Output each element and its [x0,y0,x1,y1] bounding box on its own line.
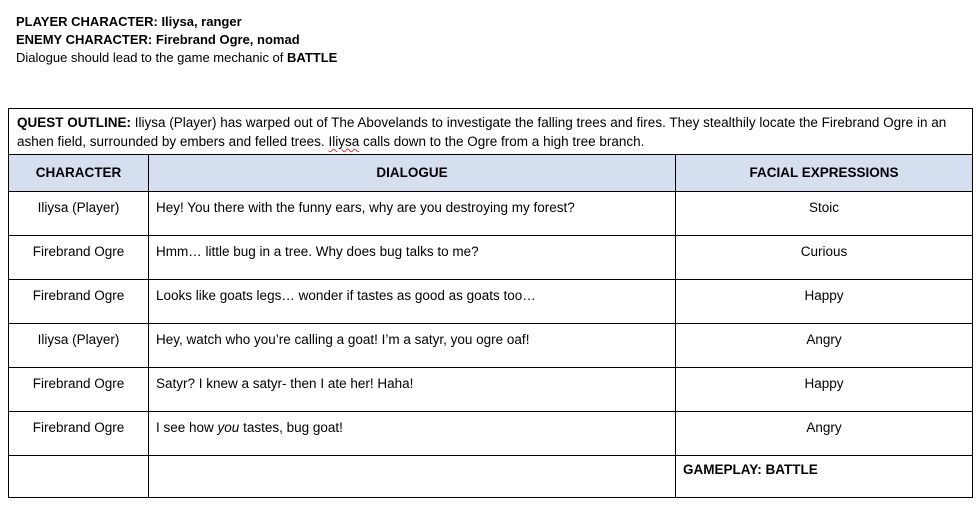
empty-character-cell[interactable] [9,456,149,498]
column-header-character: CHARACTER [9,155,149,192]
character-cell[interactable]: Firebrand Ogre [9,368,149,412]
expression-cell[interactable]: Angry [676,412,973,456]
character-cell[interactable]: Firebrand Ogre [9,280,149,324]
dialogue-cell[interactable]: Hmm… little bug in a tree. Why does bug talks to me? [149,236,676,280]
player-character-value: Iliysa, ranger [161,14,242,29]
table-row [9,368,973,412]
table-header-row [9,155,973,192]
mechanic-note-text: Dialogue should lead to the game mechanic of [16,50,284,65]
player-character-label: PLAYER CHARACTER: [16,14,158,29]
dialogue-cell[interactable] [149,412,676,456]
player-character-line [16,13,337,31]
expression-cell[interactable]: Curious [676,236,973,280]
quest-outline-cell[interactable] [9,109,973,155]
expression-cell[interactable]: Angry [676,324,973,368]
expression-cell[interactable]: Happy [676,280,973,324]
table-row [9,192,973,236]
character-cell[interactable]: Firebrand Ogre [9,412,149,456]
gameplay-battle-label: GAMEPLAY: BATTLE [683,462,818,477]
column-header-facial-expressions: FACIAL EXPRESSIONS [676,155,973,192]
enemy-character-value: Firebrand Ogre, nomad [155,32,300,47]
mechanic-note-line [16,49,337,67]
quest-outline-text-2: calls down to the Ogre from a high tree branch. [362,134,645,149]
enemy-character-label: ENEMY CHARACTER: [16,32,153,47]
gameplay-row [9,456,973,498]
dialogue-cell[interactable]: Looks like goats legs… wonder if tastes as good as goats too… [149,280,676,324]
dialogue-cell[interactable]: Satyr? I knew a satyr- then I ate her! Haha! [149,368,676,412]
character-cell[interactable]: Firebrand Ogre [9,236,149,280]
dialogue-table [8,108,973,498]
dialogue-cell[interactable]: Hey, watch who you’re calling a goat! I’m a satyr, you ogre oaf! [149,324,676,368]
enemy-character-line [16,31,337,49]
dialogue-text-emphasis: you [217,420,240,435]
document-header [16,13,337,67]
spellcheck-flagged-word[interactable]: Iliysa [328,134,360,149]
column-header-dialogue: DIALOGUE [149,155,676,192]
dialogue-cell[interactable]: Hey! You there with the funny ears, why are you destroying my forest? [149,192,676,236]
gameplay-cell[interactable] [676,456,973,498]
quest-outline-text-1: Iliysa (Player) has warped out of The Abovelands to investigate the falling trees and fires. They stealthily locate the Firebrand Ogre in an ashen field, surrounded by embers and felled trees. [17,115,947,149]
table-row [9,280,973,324]
table-row [9,324,973,368]
table-row [9,236,973,280]
expression-cell[interactable]: Happy [676,368,973,412]
empty-dialogue-cell[interactable] [149,456,676,498]
dialogue-text-pre: I see how [156,420,218,435]
quest-outline-row [9,109,973,155]
quest-outline-label: QUEST OUTLINE: [17,115,131,130]
table-row [9,412,973,456]
dialogue-text-post: tastes, bug goat! [239,420,343,435]
expression-cell[interactable]: Stoic [676,192,973,236]
character-cell[interactable]: Iliysa (Player) [9,192,149,236]
character-cell[interactable]: Iliysa (Player) [9,324,149,368]
mechanic-note-value: BATTLE [287,50,338,65]
